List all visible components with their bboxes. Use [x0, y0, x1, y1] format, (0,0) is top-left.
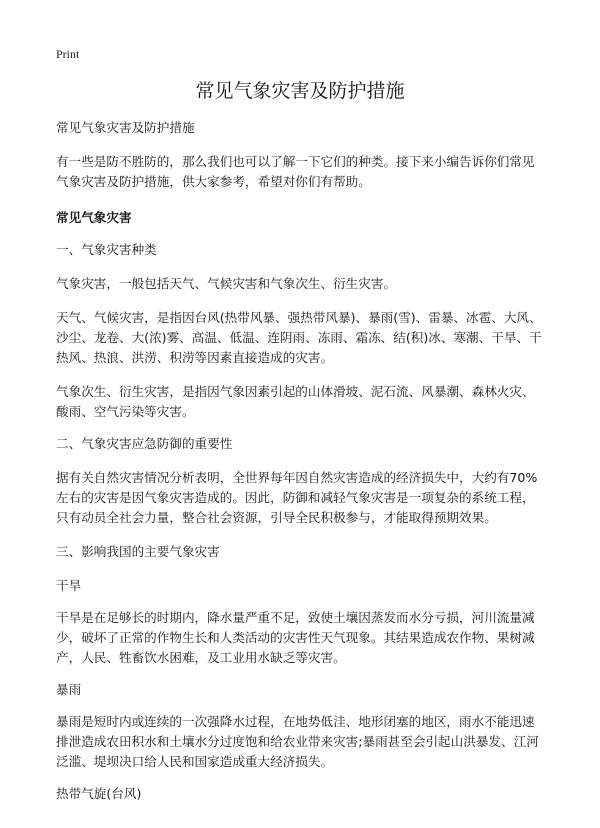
typhoon-heading: 热带气旋(台风) — [56, 786, 142, 801]
part1-paragraph-2: 天气、气候灾害，是指因台风(热带风暴、强热带风暴)、暴雨(雪)、雷暴、冰雹、大风、沙尘、龙卷、大(浓)雾、高温、低温、连阴雨、冻雨、霜冻、结(积)冰、寒潮、干旱、干热风、热浪、洪涝、积涝等因素直接造成的灾害。 — [56, 310, 542, 365]
part1-heading: 一、气象灾害种类 — [56, 242, 157, 257]
drought-heading: 干旱 — [56, 578, 82, 593]
part2-paragraph-1: 据有关自然灾害情况分析表明，全世界每年因自然灾害造成的经济损失中，大约有70%左右的灾害是因气象灾害造成的。因此，防御和减轻气象灾害是一项复杂的系统工程，只有动员全社会力量，整合社会资源，引导全民积极参与，才能取得预期效果。 — [56, 470, 538, 525]
rainstorm-heading: 暴雨 — [56, 682, 82, 697]
part2-heading: 二、气象灾害应急防御的重要性 — [56, 436, 233, 451]
page-title: 常见气象灾害及防护措施 — [195, 80, 405, 102]
subtitle: 常见气象灾害及防护措施 — [56, 120, 195, 135]
rainstorm-paragraph: 暴雨是短时内或连续的一次强降水过程，在地势低洼、地形闭塞的地区，雨水不能迅速排泄造成农田积水和土壤水分过度饱和给农业带来灾害;暴雨甚至会引起山洪暴发、江河泛滥、堤坝决口给人民和国家造成重大经济损失。 — [56, 714, 539, 769]
intro-paragraph: 有一些是防不胜防的，那么我们也可以了解一下它们的种类。接下来小编告诉你们常见气象灾害及防护措施，供大家参考，希望对你们有帮助。 — [56, 154, 535, 189]
part1-paragraph-1: 气象灾害，一般包括天气、气候灾害和气象次生、衍生灾害。 — [56, 276, 397, 291]
drought-paragraph: 干旱是在足够长的时期内，降水量严重不足，致使土壤因蒸发而水分亏损，河川流量减少，破坏了正常的作物生长和人类活动的灾害性天气现象。其结果造成农作物、果树减产，人民、牲畜饮水困难，及工业用水缺乏等灾害。 — [56, 610, 535, 665]
section-heading: 常见气象灾害 — [56, 210, 132, 225]
article-body — [56, 118, 546, 804]
part3-heading: 三、影响我国的主要气象灾害 — [56, 544, 220, 559]
print-link[interactable]: Print — [56, 47, 80, 61]
part1-paragraph-3: 气象次生、衍生灾害，是指因气象因素引起的山体滑坡、泥石流、风暴潮、森林火灾、酸雨、空气污染等灾害。 — [56, 384, 535, 419]
